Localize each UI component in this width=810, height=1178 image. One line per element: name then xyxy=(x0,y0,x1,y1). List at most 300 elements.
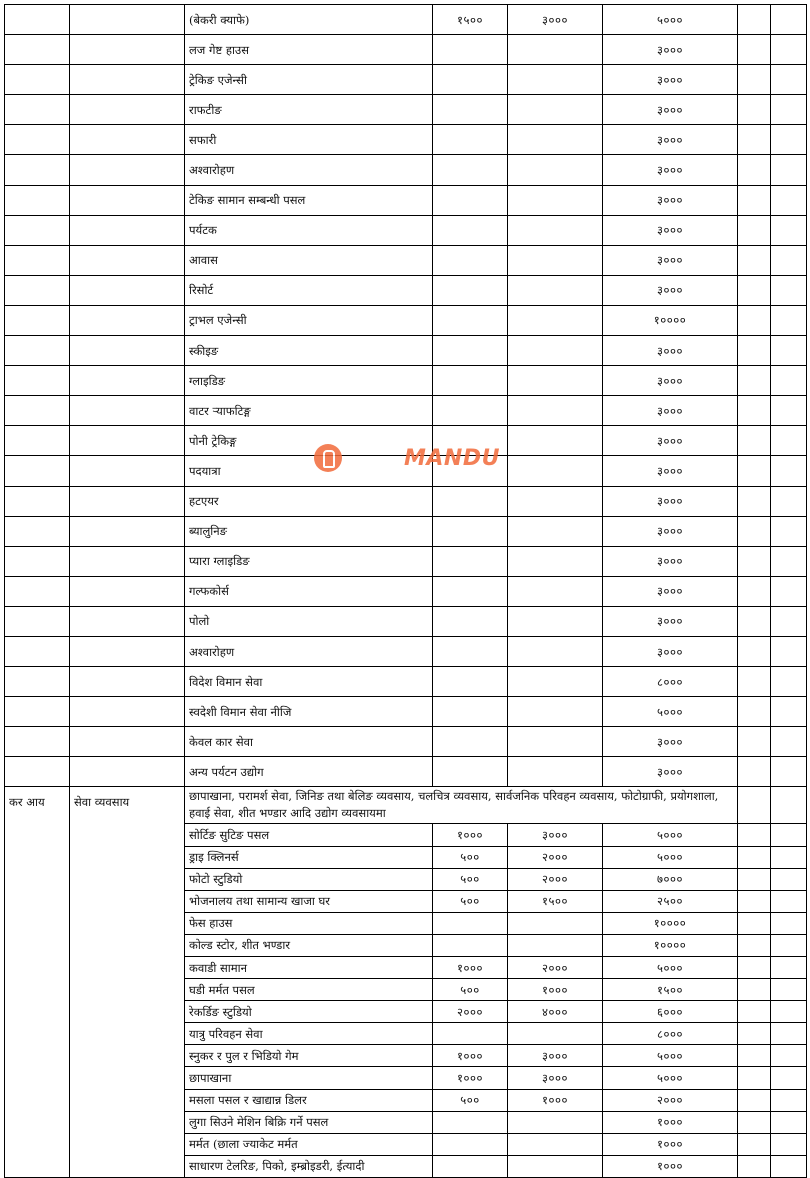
empty-cell xyxy=(70,125,185,155)
rate-max: ५००० xyxy=(603,697,738,727)
empty-cell xyxy=(70,366,185,396)
empty-cell xyxy=(70,5,185,35)
empty-cell xyxy=(70,396,185,426)
item-name: ड्राइ क्लिनर्स xyxy=(185,846,433,868)
empty-cell xyxy=(5,727,70,757)
rate-mid xyxy=(508,727,603,757)
empty-cell xyxy=(771,275,807,305)
rate-mid xyxy=(508,757,603,787)
section-header-row xyxy=(5,787,807,824)
item-name: कोल्ड स्टोर, शीत भण्डार xyxy=(185,934,433,956)
item-name: हटएयर xyxy=(185,486,433,516)
empty-cell xyxy=(5,215,70,245)
table-row xyxy=(5,667,807,697)
rate-max: ३००० xyxy=(603,636,738,666)
empty-cell xyxy=(70,576,185,606)
empty-cell xyxy=(738,1001,771,1023)
watermark-text: MANDU xyxy=(404,445,500,471)
rate-min: १००० xyxy=(433,1045,508,1067)
rate-mid: ३००० xyxy=(508,1067,603,1089)
empty-cell xyxy=(738,846,771,868)
rate-mid: ४००० xyxy=(508,1001,603,1023)
rate-mid xyxy=(508,576,603,606)
empty-cell xyxy=(738,456,771,486)
rate-min xyxy=(433,1023,508,1045)
empty-cell xyxy=(738,757,771,787)
empty-cell xyxy=(70,336,185,366)
table-row xyxy=(5,757,807,787)
empty-cell xyxy=(771,1133,807,1155)
rate-mid xyxy=(508,396,603,426)
rate-max: २००० xyxy=(603,1089,738,1111)
empty-cell xyxy=(5,95,70,125)
item-name: गल्फकोर्स xyxy=(185,576,433,606)
empty-cell xyxy=(738,366,771,396)
rate-max: १००० xyxy=(603,1155,738,1177)
rate-min: ५०० xyxy=(433,979,508,1001)
table-row xyxy=(5,125,807,155)
rate-max: ३००० xyxy=(603,366,738,396)
rate-min xyxy=(433,65,508,95)
empty-cell xyxy=(5,155,70,185)
rate-max: ७००० xyxy=(603,868,738,890)
rate-min xyxy=(433,155,508,185)
rate-min xyxy=(433,757,508,787)
rate-mid xyxy=(508,275,603,305)
rate-max: ३००० xyxy=(603,486,738,516)
table-row xyxy=(5,546,807,576)
empty-cell xyxy=(771,1089,807,1111)
item-name: फोटो स्टुडियो xyxy=(185,868,433,890)
empty-cell xyxy=(771,1111,807,1133)
empty-cell xyxy=(771,697,807,727)
rate-min: ५०० xyxy=(433,890,508,912)
business-category: सेवा व्यवसाय xyxy=(70,787,185,1178)
rate-min xyxy=(433,1155,508,1177)
rate-max: ३००० xyxy=(603,125,738,155)
empty-cell xyxy=(5,697,70,727)
section-description: छापाखाना, परामर्श सेवा, जिनिङ तथा बेलिङ व्यवसाय, चलचित्र व्यवसाय, सार्वजनिक परिवहन व्यवसाय, फोटोग्राफी, प्रयोगशाला, हवाई सेवा, शीत भण्डार आदि उद्योग व्यवसायमा xyxy=(185,787,738,824)
table-row xyxy=(5,5,807,35)
empty-cell xyxy=(771,185,807,215)
empty-cell xyxy=(5,576,70,606)
empty-cell xyxy=(5,396,70,426)
rate-max: ५००० xyxy=(603,824,738,846)
item-name: पोलो xyxy=(185,606,433,636)
item-name: ट्राभल एजेन्सी xyxy=(185,305,433,335)
empty-cell xyxy=(70,516,185,546)
rate-mid xyxy=(508,125,603,155)
rate-mid xyxy=(508,1111,603,1133)
empty-cell xyxy=(70,65,185,95)
empty-cell xyxy=(771,979,807,1001)
rate-min xyxy=(433,215,508,245)
rate-max: १०००० xyxy=(603,305,738,335)
item-name: (बेकरी क्याफे) xyxy=(185,5,433,35)
empty-cell xyxy=(771,245,807,275)
rate-min: ५०० xyxy=(433,1089,508,1111)
empty-cell xyxy=(738,1133,771,1155)
rate-max: ३००० xyxy=(603,215,738,245)
empty-cell xyxy=(70,486,185,516)
empty-cell xyxy=(771,486,807,516)
rate-mid xyxy=(508,305,603,335)
empty-cell xyxy=(5,667,70,697)
rate-mid: २००० xyxy=(508,868,603,890)
table-row xyxy=(5,185,807,215)
empty-cell xyxy=(771,868,807,890)
empty-cell xyxy=(738,606,771,636)
rate-min: १००० xyxy=(433,1067,508,1089)
rate-max: ३००० xyxy=(603,35,738,65)
empty-cell xyxy=(771,636,807,666)
empty-cell xyxy=(5,125,70,155)
empty-cell xyxy=(5,65,70,95)
table-row xyxy=(5,155,807,185)
empty-cell xyxy=(5,366,70,396)
rate-min xyxy=(433,95,508,125)
rate-max: ५००० xyxy=(603,957,738,979)
empty-cell xyxy=(738,95,771,125)
empty-cell xyxy=(5,456,70,486)
empty-cell xyxy=(771,1023,807,1045)
item-name: स्नुकर र पुल र भिडियो गेम xyxy=(185,1045,433,1067)
empty-cell xyxy=(738,957,771,979)
item-name: टेकिङ सामान सम्बन्धी पसल xyxy=(185,185,433,215)
empty-cell xyxy=(70,275,185,305)
table-row xyxy=(5,636,807,666)
rate-min xyxy=(433,35,508,65)
rate-mid xyxy=(508,95,603,125)
rate-max: ३००० xyxy=(603,576,738,606)
rate-max: २५०० xyxy=(603,890,738,912)
empty-cell xyxy=(738,1155,771,1177)
table-row xyxy=(5,275,807,305)
item-name: लुगा सिउने मेशिन बिक्रि गर्ने पसल xyxy=(185,1111,433,1133)
empty-cell xyxy=(70,546,185,576)
rate-max: १०००० xyxy=(603,934,738,956)
rate-min xyxy=(433,275,508,305)
empty-cell xyxy=(738,426,771,456)
empty-cell xyxy=(70,636,185,666)
empty-cell xyxy=(70,35,185,65)
item-name: छापाखाना xyxy=(185,1067,433,1089)
rate-mid xyxy=(508,366,603,396)
rate-mid: २००० xyxy=(508,846,603,868)
empty-cell xyxy=(5,516,70,546)
empty-cell xyxy=(771,456,807,486)
rate-min: १००० xyxy=(433,824,508,846)
empty-cell xyxy=(771,35,807,65)
empty-cell xyxy=(738,1067,771,1089)
rate-mid xyxy=(508,1133,603,1155)
table-row xyxy=(5,305,807,335)
empty-cell xyxy=(70,757,185,787)
empty-cell xyxy=(70,95,185,125)
table-row xyxy=(5,95,807,125)
rate-max: ३००० xyxy=(603,426,738,456)
table-row xyxy=(5,215,807,245)
rate-min: ५०० xyxy=(433,868,508,890)
empty-cell xyxy=(738,979,771,1001)
rate-min xyxy=(433,546,508,576)
rate-max: ३००० xyxy=(603,336,738,366)
rate-mid xyxy=(508,456,603,486)
rate-max: ३००० xyxy=(603,757,738,787)
item-name: साधारण टेलरिङ, पिको, इम्ब्रोइडरी, ईत्यादी xyxy=(185,1155,433,1177)
rate-max: १००० xyxy=(603,1111,738,1133)
item-name: राफटीङ xyxy=(185,95,433,125)
rate-max: ५००० xyxy=(603,846,738,868)
table-row xyxy=(5,366,807,396)
empty-cell xyxy=(771,787,807,824)
empty-cell xyxy=(771,576,807,606)
empty-cell xyxy=(70,727,185,757)
rate-min xyxy=(433,912,508,934)
rate-min xyxy=(433,456,508,486)
empty-cell xyxy=(738,185,771,215)
empty-cell xyxy=(771,516,807,546)
empty-cell xyxy=(70,426,185,456)
rate-max: ३००० xyxy=(603,185,738,215)
rate-mid xyxy=(508,667,603,697)
empty-cell xyxy=(738,35,771,65)
rate-max: ६००० xyxy=(603,1001,738,1023)
rate-min xyxy=(433,576,508,606)
empty-cell xyxy=(738,516,771,546)
empty-cell xyxy=(5,5,70,35)
table-row xyxy=(5,486,807,516)
rate-min xyxy=(433,667,508,697)
empty-cell xyxy=(738,275,771,305)
empty-cell xyxy=(5,305,70,335)
empty-cell xyxy=(738,824,771,846)
empty-cell xyxy=(5,275,70,305)
rate-max: ३००० xyxy=(603,396,738,426)
empty-cell xyxy=(738,787,771,824)
empty-cell xyxy=(5,636,70,666)
rate-mid xyxy=(508,245,603,275)
item-name: फेस हाउस xyxy=(185,912,433,934)
item-name: घडी मर्मत पसल xyxy=(185,979,433,1001)
rate-min xyxy=(433,516,508,546)
rate-mid xyxy=(508,185,603,215)
empty-cell xyxy=(738,576,771,606)
empty-cell xyxy=(771,366,807,396)
empty-cell xyxy=(771,606,807,636)
rate-max: १००० xyxy=(603,1133,738,1155)
empty-cell xyxy=(5,546,70,576)
empty-cell xyxy=(771,336,807,366)
rate-max: ८००० xyxy=(603,667,738,697)
empty-cell xyxy=(5,426,70,456)
rate-mid xyxy=(508,426,603,456)
rate-min xyxy=(433,486,508,516)
rate-mid xyxy=(508,486,603,516)
item-name: लज गेष्ट हाउस xyxy=(185,35,433,65)
empty-cell xyxy=(771,1067,807,1089)
empty-cell xyxy=(738,546,771,576)
table-row xyxy=(5,426,807,456)
item-name: सोर्टिङ सुटिङ पसल xyxy=(185,824,433,846)
empty-cell xyxy=(738,868,771,890)
empty-cell xyxy=(70,456,185,486)
table-row xyxy=(5,697,807,727)
empty-cell xyxy=(738,486,771,516)
rate-mid: ३००० xyxy=(508,5,603,35)
rate-min: १५०० xyxy=(433,5,508,35)
item-name: अश्वारोहण xyxy=(185,155,433,185)
empty-cell xyxy=(771,824,807,846)
rate-mid xyxy=(508,546,603,576)
empty-cell xyxy=(738,697,771,727)
empty-cell xyxy=(771,546,807,576)
empty-cell xyxy=(70,245,185,275)
empty-cell xyxy=(5,35,70,65)
empty-cell xyxy=(771,757,807,787)
empty-cell xyxy=(738,1089,771,1111)
item-name: पर्यटक xyxy=(185,215,433,245)
item-name: मसला पसल र खाद्यान्न डिलर xyxy=(185,1089,433,1111)
item-name: पदयात्रा xyxy=(185,456,433,486)
empty-cell xyxy=(771,125,807,155)
rate-min xyxy=(433,727,508,757)
rate-mid xyxy=(508,65,603,95)
rate-mid: २००० xyxy=(508,957,603,979)
rate-min: ५०० xyxy=(433,846,508,868)
empty-cell xyxy=(5,486,70,516)
empty-cell xyxy=(738,934,771,956)
empty-cell xyxy=(738,636,771,666)
empty-cell xyxy=(70,667,185,697)
item-name: यात्रु परिवहन सेवा xyxy=(185,1023,433,1045)
item-name: ट्रेकिङ एजेन्सी xyxy=(185,65,433,95)
item-name: कवाडी सामान xyxy=(185,957,433,979)
empty-cell xyxy=(738,727,771,757)
rate-min xyxy=(433,185,508,215)
document-page xyxy=(4,4,806,1178)
item-name: रेकर्डिङ स्टुडियो xyxy=(185,1001,433,1023)
item-name: विदेश विमान सेवा xyxy=(185,667,433,697)
empty-cell xyxy=(771,667,807,697)
empty-cell xyxy=(738,1023,771,1045)
item-name: रिसोर्ट xyxy=(185,275,433,305)
item-name: केवल कार सेवा xyxy=(185,727,433,757)
empty-cell xyxy=(771,890,807,912)
item-name: मर्मत (छाला ज्याकेट मर्मत xyxy=(185,1133,433,1155)
table-row xyxy=(5,456,807,486)
rate-max: ५००० xyxy=(603,1045,738,1067)
rate-min xyxy=(433,697,508,727)
rate-min xyxy=(433,1111,508,1133)
empty-cell xyxy=(771,5,807,35)
rate-mid xyxy=(508,636,603,666)
empty-cell xyxy=(738,667,771,697)
rate-min: २००० xyxy=(433,1001,508,1023)
empty-cell xyxy=(771,426,807,456)
empty-cell xyxy=(70,606,185,636)
rate-max: ३००० xyxy=(603,727,738,757)
rate-min xyxy=(433,396,508,426)
rate-max: ५००० xyxy=(603,1067,738,1089)
empty-cell xyxy=(771,912,807,934)
empty-cell xyxy=(5,245,70,275)
rate-max: ५००० xyxy=(603,5,738,35)
rate-mid: १५०० xyxy=(508,890,603,912)
empty-cell xyxy=(738,155,771,185)
empty-cell xyxy=(771,95,807,125)
rate-min xyxy=(433,366,508,396)
rate-mid: १००० xyxy=(508,979,603,1001)
rate-max: ३००० xyxy=(603,95,738,125)
tax-rate-table xyxy=(4,4,807,1178)
empty-cell xyxy=(738,890,771,912)
rate-max: ८००० xyxy=(603,1023,738,1045)
rate-mid xyxy=(508,215,603,245)
empty-cell xyxy=(738,65,771,95)
empty-cell xyxy=(738,125,771,155)
table-row xyxy=(5,727,807,757)
item-name: स्कीइङ xyxy=(185,336,433,366)
empty-cell xyxy=(738,5,771,35)
empty-cell xyxy=(70,697,185,727)
rate-min xyxy=(433,934,508,956)
empty-cell xyxy=(771,305,807,335)
rate-min: १००० xyxy=(433,957,508,979)
table-row xyxy=(5,65,807,95)
empty-cell xyxy=(771,65,807,95)
rate-max: ३००० xyxy=(603,275,738,305)
empty-cell xyxy=(70,305,185,335)
item-name: वाटर ऱ्याफटिङ्ग xyxy=(185,396,433,426)
empty-cell xyxy=(738,305,771,335)
item-name: अन्य पर्यटन उद्योग xyxy=(185,757,433,787)
empty-cell xyxy=(5,336,70,366)
item-name: ग्लाइडिङ xyxy=(185,366,433,396)
empty-cell xyxy=(5,606,70,636)
rate-max: ३००० xyxy=(603,456,738,486)
rate-mid xyxy=(508,155,603,185)
empty-cell xyxy=(70,185,185,215)
table-row xyxy=(5,576,807,606)
rate-max: ३००० xyxy=(603,65,738,95)
table-row xyxy=(5,396,807,426)
rate-min xyxy=(433,125,508,155)
item-name: पोनी ट्रेकिङ्ग xyxy=(185,426,433,456)
rate-max: ३००० xyxy=(603,606,738,636)
empty-cell xyxy=(5,757,70,787)
rate-mid xyxy=(508,934,603,956)
empty-cell xyxy=(771,215,807,245)
rate-max: १०००० xyxy=(603,912,738,934)
empty-cell xyxy=(771,1155,807,1177)
rate-min xyxy=(433,636,508,666)
empty-cell xyxy=(738,1111,771,1133)
rate-mid: ३००० xyxy=(508,824,603,846)
empty-cell xyxy=(771,1045,807,1067)
rate-mid xyxy=(508,697,603,727)
rate-mid xyxy=(508,1023,603,1045)
empty-cell xyxy=(771,934,807,956)
empty-cell xyxy=(771,396,807,426)
empty-cell xyxy=(738,215,771,245)
empty-cell xyxy=(70,215,185,245)
table-body xyxy=(5,5,807,1178)
rate-max: ३००० xyxy=(603,245,738,275)
rate-mid xyxy=(508,606,603,636)
empty-cell xyxy=(771,1001,807,1023)
rate-min xyxy=(433,336,508,366)
